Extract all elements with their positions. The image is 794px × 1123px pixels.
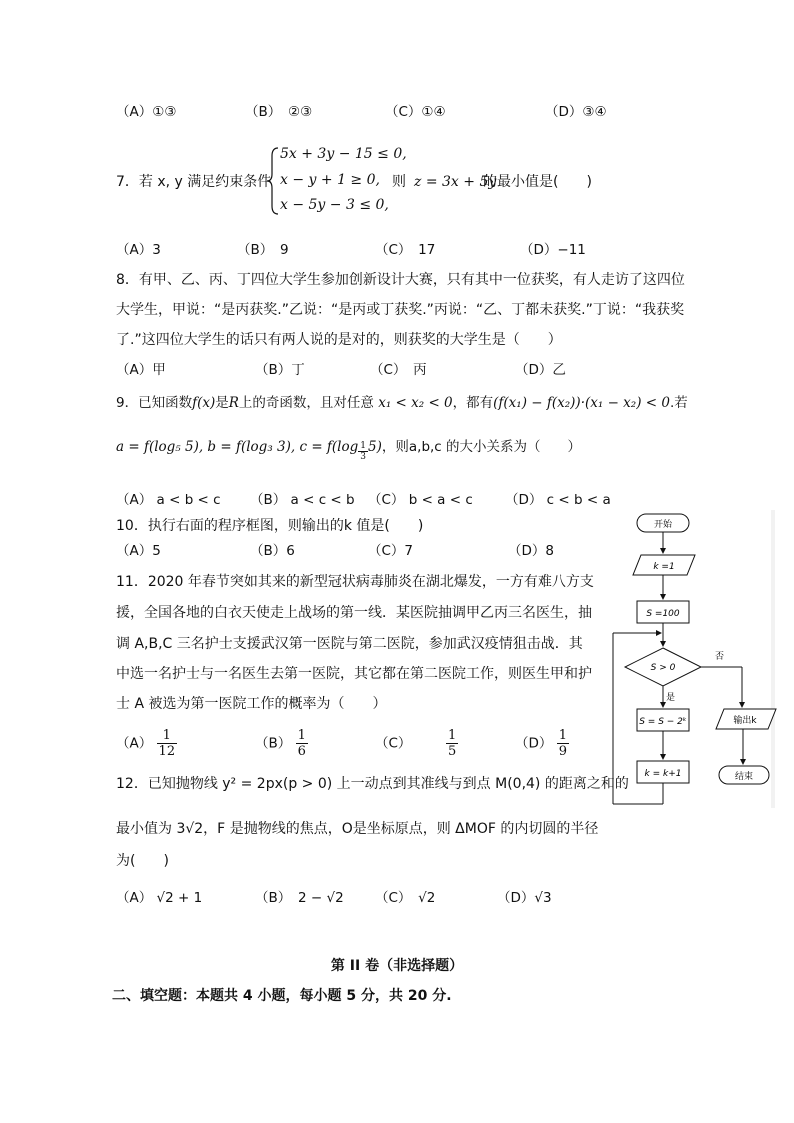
q11-option-c-fraction: $\frac{1}{5}$ [448,728,457,759]
q12-line-1: 12．已知抛物线 y² = 2px(p > 0) 上一动点到其准线与到点 M(0,4) 的距离之和的 [116,776,629,792]
q9-defs: a = f(log₅ 5), b = f(log₃ 3), c = f(log [116,439,359,455]
flowchart-update-s-label: S = S − 2ᵏ [639,717,687,727]
q11-option-a-fraction: $\frac{1}{12}$ [158,728,176,759]
q11-line-5: 士 A 被选为第一医院工作的概率为（ ） [116,696,387,712]
flowchart-output-label: 输出k [733,716,757,726]
q12-option-c: （C） √2 [375,890,436,906]
q9-option-a: （A） a < b < c [116,492,221,508]
q9-defs-end: 5) [368,439,382,455]
q6-option-d: （D）③④ [545,104,607,120]
q9-option-b: （B） a < c < b [250,492,355,508]
q7-constraint-2: x − y + 1 ≥ 0, [280,172,380,188]
q8-line-3: 了.”这四位大学生的话只有两人说的是对的，则获奖的大学生是（ ） [116,332,562,348]
q10-option-d: （D）8 [508,543,554,559]
q9-text-a: 9．已知函数 [116,395,193,411]
q9-text-d: ，都有 [452,395,494,411]
q9-line-1 [116,393,688,413]
q11-line-2: 援，全国各地的白衣天使走上战场的第一线．某医院抽调甲乙丙三名医生，抽 [116,605,592,621]
q6-option-b: （B） ②③ [245,104,313,120]
q11-option-b-fraction: $\frac{1}{6}$ [297,728,306,759]
q7-option-a: （A）3 [116,242,161,258]
q7-constraint-1: 5x + 3y − 15 ≤ 0, [280,146,407,162]
q7-option-c: （C） 17 [375,242,436,258]
flowchart-end-label: 结束 [734,772,754,782]
program-flowchart [605,508,777,808]
flowchart-no-label: 否 [715,652,725,662]
q9-text-c: 上的奇函数，且对任意 [238,395,374,411]
q9-text-e: .若 [669,395,688,411]
q7-option-d: （D）−11 [520,242,586,258]
flowchart-update-k-label: k = k+1 [644,769,682,779]
q12-option-a: （A） √2 + 1 [116,890,203,906]
q9-line-2 [116,437,581,462]
q12-line-2: 最小值为 3√2，F 是抛物线的焦点，O是坐标原点，则 ΔMOF 的内切圆的半径 [116,821,599,837]
q7-objective: z = 3x + 5y [414,174,497,190]
flowchart-border [771,510,775,808]
flowchart-yes-label: 是 [666,693,676,703]
q12-line-3: 为( ) [116,853,169,869]
q12-option-d: （D）√3 [497,890,552,906]
q6-option-a: （A）①③ [116,104,177,120]
q9-text-f: ，则a,b,c 的大小关系为（ ） [381,439,582,455]
q9-cond-2: (f(x₁) − f(x₂))·(x₁ − x₂) < 0 [493,395,670,411]
q11-option-b: （B） $\frac{1}{6}$ [255,728,306,759]
q10-option-c: （C）7 [368,543,414,559]
q8-option-c: （C） 丙 [370,362,427,378]
q11-option-a: （A） $\frac{1}{12}$ [116,728,176,759]
flowchart-init-s-label: S =100 [646,609,680,619]
q9-fx: f(x) [192,395,216,411]
q11-line-3: 调 A,B,C 三名护士支援武汉第一医院与第二医院，参加武汉疫情狙击战．其 [116,636,583,652]
q7-prefix: 7．若 x, y 满足约束条件 [116,174,272,190]
q10-option-a: （A）5 [116,543,161,559]
q11-option-c: （C） $\frac{1}{5}$ [375,728,457,759]
flowchart-start-label: 开始 [653,520,673,530]
q8-line-1: 8．有甲、乙、丙、丁四位大学生参加创新设计大赛，只有其中一位获奖，有人走访了这四位 [116,272,685,288]
q7-suffix: 的最小值是( ) [483,174,592,190]
q7-constraint-3: x − 5y − 3 ≤ 0, [280,197,389,213]
q11-line-4: 中选一名护士与一名医生去第一医院，其它都在第二医院工作，则医生甲和护 [116,666,592,682]
q7-option-b: （B） 9 [237,242,289,258]
flowchart-init-k-label: k =1 [653,562,675,572]
q10-option-b: （B）6 [250,543,295,559]
q8-option-d: （D）乙 [515,362,566,378]
q9-option-d: （D） c < b < a [505,492,611,508]
q6-option-c: （C）①④ [385,104,446,120]
q8-line-2: 大学生，甲说：“是丙获奖.”乙说：“是丙或丁获奖.”丙说：“乙、丁都未获奖.”丁说：“我获奖 [116,302,685,318]
q11-option-d: （D） $\frac{1}{9}$ [515,728,567,759]
q9-cond-1: x₁ < x₂ < 0 [378,395,453,411]
q8-option-a: （A）甲 [116,362,166,378]
q7-then: 则 [392,174,406,190]
q7-brace [266,146,280,216]
q9-r: R [228,395,239,411]
flowchart-condition-label: S > 0 [650,663,676,673]
q11-line-1: 11．2020 年春节突如其来的新型冠状病毒肺炎在湖北爆发，一方有难八方支 [116,574,594,590]
q10-line-1: 10．执行右面的程序框图，则输出的k 值是( ) [116,518,424,534]
q11-option-d-fraction: $\frac{1}{9}$ [558,728,567,759]
q8-option-b: （B）丁 [255,362,305,378]
q9-option-c: （C） b < a < c [368,492,473,508]
q12-option-b: （B） 2 − √2 [255,890,344,906]
q9-text-b: 是 [215,395,229,411]
section-2-title: 第 II 卷（非选择题） [330,958,464,974]
q9-log-base: $\frac{1}{3}$ [360,441,367,462]
fill-in-heading: 二、填空题：本题共 4 小题，每小题 5 分，共 20 分. [112,988,452,1004]
